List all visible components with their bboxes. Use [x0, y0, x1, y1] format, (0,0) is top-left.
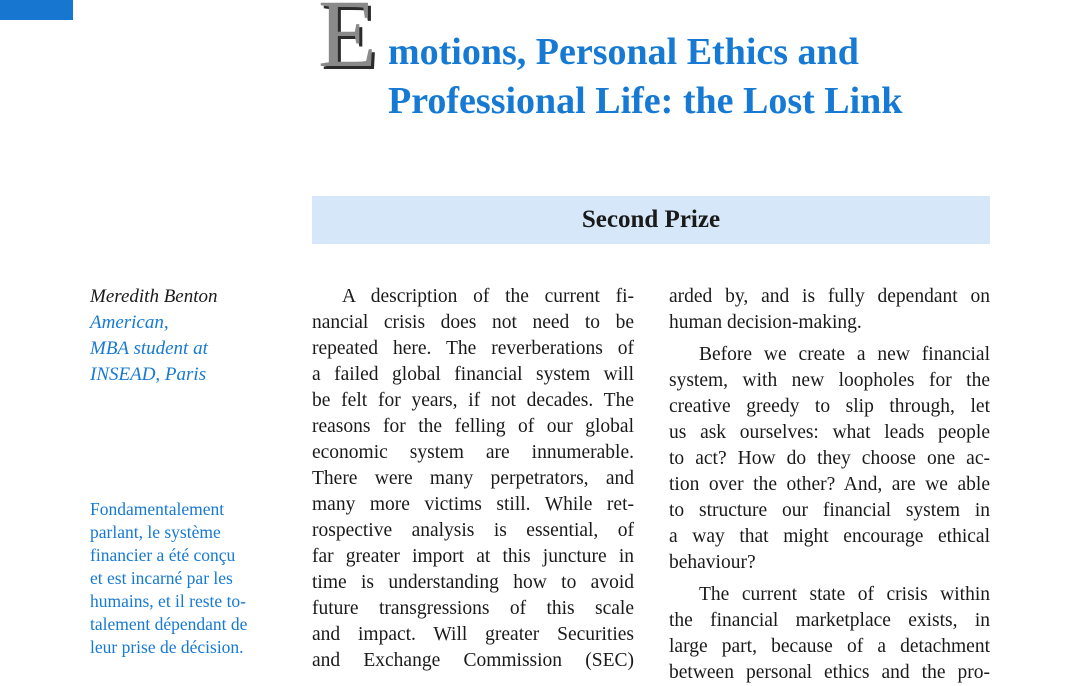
body-line: and Exchange Commission (SEC)	[312, 650, 634, 671]
summary-line: et est incarné par les	[90, 568, 233, 588]
body-line: to structure our financial system in	[669, 500, 990, 521]
body-line: between personal ethics and the pro-	[669, 662, 990, 683]
summary-line: Fondamentalement	[90, 499, 225, 519]
summary-line: humains, et il reste to-	[90, 591, 247, 611]
body-line: us ask ourselves: what leads people	[669, 422, 990, 443]
body-line: Before we create a new financial	[699, 344, 990, 365]
body-line: A description of the current fi-	[342, 286, 634, 307]
body-line: to act? How do they choose one ac-	[669, 448, 990, 469]
body-line: many more victims still. While ret-	[312, 494, 634, 515]
title-line-1: motions, Personal Ethics and	[388, 31, 859, 73]
body-line: nancial crisis does not need to be	[312, 312, 634, 333]
body-line: large part, because of a detachment	[669, 636, 990, 657]
body-line: behaviour?	[669, 552, 756, 573]
body-line: There were many perpetrators, and	[312, 468, 634, 489]
prize-banner	[312, 196, 990, 244]
body-line: and impact. Will greater Securities	[312, 624, 634, 645]
body-line: future transgressions of this scale	[312, 598, 634, 619]
body-line: the financial marketplace exists, in	[669, 610, 990, 631]
body-column-2	[669, 284, 990, 686]
body-line: tion over the other? And, are we able	[669, 474, 990, 495]
summary-line: talement dépendant de	[90, 614, 248, 634]
author-program: MBA student at	[90, 338, 208, 359]
body-line: a way that might encourage ethical	[669, 526, 990, 547]
author-school: INSEAD, Paris	[90, 364, 207, 385]
body-line: rospective analysis is essential, of	[312, 520, 634, 541]
corner-accent-bar	[0, 0, 73, 20]
body-line: a failed global financial system will	[312, 364, 634, 385]
body-line: be felt for years, if not decades. The	[312, 390, 634, 411]
prize-label: Second Prize	[581, 206, 721, 233]
author-nationality: American,	[90, 312, 169, 333]
body-line: human decision-making.	[669, 312, 862, 333]
body-line: arded by, and is fully dependant on	[669, 286, 990, 307]
body-column-1	[312, 284, 634, 674]
title-drop-cap: E	[318, 0, 377, 87]
title-line-2: Professional Life: the Lost Link	[388, 80, 903, 122]
body-line: reasons for the felling of our global	[312, 416, 634, 437]
article-title	[318, 0, 1018, 130]
author-name: Meredith Benton	[90, 286, 218, 307]
summary-line: parlant, le système	[90, 522, 221, 542]
body-line: system, with new loopholes for the	[669, 370, 990, 391]
author-block	[90, 284, 290, 388]
summary-line: financier a été conçu	[90, 545, 236, 565]
summary-line: leur prise de décision.	[90, 637, 244, 657]
body-line: repeated here. The reverberations of	[312, 338, 634, 359]
body-line: The current state of crisis within	[699, 584, 990, 605]
french-summary	[90, 498, 290, 659]
body-line: time is understanding how to avoid	[312, 572, 634, 593]
body-line: creative greedy to slip through, let	[669, 396, 990, 417]
body-line: far greater import at this juncture in	[312, 546, 634, 567]
body-line: economic system are innumerable.	[312, 442, 634, 463]
